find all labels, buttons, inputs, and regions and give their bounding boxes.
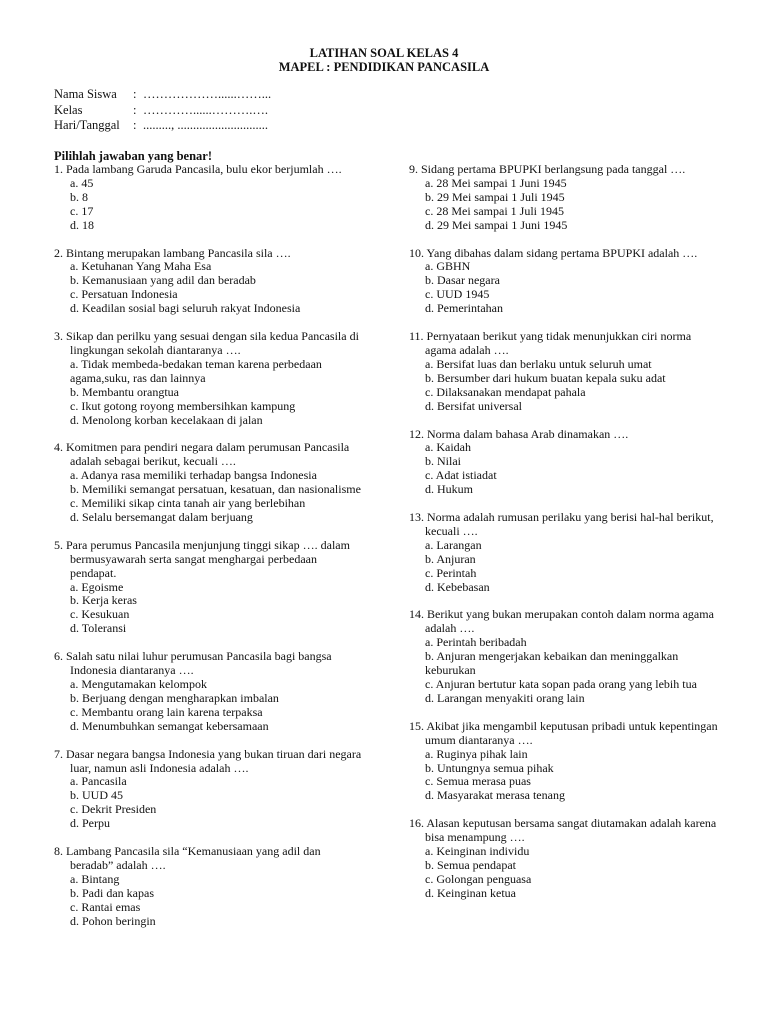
answer-options (54, 873, 364, 929)
question-item (409, 511, 719, 594)
identity-row-class (54, 103, 271, 119)
answer-option: d. Selalu bersemangat dalam berjuang (70, 509, 253, 524)
answer-option: d. Pohon beringin (70, 913, 156, 928)
question-text: 10. Yang dibahas dalam sidang pertama BPUPKI adalah …. (409, 245, 698, 260)
worksheet-title: LATIHAN SOAL KELAS 4 (309, 46, 459, 60)
identity-colon: : (133, 102, 137, 117)
question-text: 11. Pernyataan berikut yang tidak menunjukkan ciri norma agama adalah …. (409, 329, 692, 357)
answer-option: d. 29 Mei sampai 1 Juni 1945 (425, 217, 568, 232)
question-item (409, 428, 719, 498)
answer-option: c. Dekrit Presiden (70, 802, 157, 817)
answer-option: c. 28 Mei sampai 1 Juli 1945 (425, 203, 564, 218)
answer-option: c. Kesukuan (70, 607, 130, 622)
answer-option: a. 28 Mei sampai 1 Juni 1945 (425, 175, 567, 190)
answer-option: d. Masyarakat merasa tenang (425, 788, 565, 803)
answer-options (54, 358, 364, 428)
identity-label: Hari/Tanggal (54, 118, 120, 132)
student-identity-block (54, 87, 271, 134)
question-text: 8. Lambang Pancasila sila “Kemanusiaan yang adil dan beradab” adalah …. (54, 844, 321, 872)
answer-option: d. Keinginan ketua (425, 885, 516, 900)
answer-options (409, 177, 719, 233)
identity-row-date (54, 118, 271, 134)
answer-option: d. Keadilan sosial bagi seluruh rakyat Indonesia (70, 301, 301, 316)
answer-option: c. Adat istiadat (425, 468, 497, 483)
answer-option: b. Kerja keras (70, 593, 137, 608)
answer-option: d. Kebebasan (425, 579, 490, 594)
answer-option: a. Larangan (425, 537, 482, 552)
question-text: 16. Alasan keputusan bersama sangat diutamakan adalah karena bisa menampung …. (409, 816, 717, 845)
answer-option: b. Membantu orangtua (70, 384, 179, 399)
instruction-text: Pilihlah jawaban yang benar! (54, 149, 213, 163)
answer-options (54, 581, 364, 637)
answer-option: a. Adanya rasa memiliki terhadap bangsa Indonesia (70, 468, 317, 483)
question-text: 13. Norma adalah rumusan perilaku yang berisi hal-hal berikut, kecuali …. (409, 510, 714, 538)
answer-option: a. Kaidah (425, 440, 471, 455)
question-item (409, 330, 719, 413)
question-text: 9. Sidang pertama BPUPKI berlangsung pada tanggal …. (409, 162, 686, 176)
question-text: 15. Akibat jika mengambil keputusan pribadi untuk kepentingan umum diantaranya …. (409, 718, 718, 747)
identity-row-name (54, 87, 271, 103)
identity-blank: …………......……….…. (143, 102, 268, 117)
answer-option: a. Perintah beribadah (425, 635, 527, 650)
answer-options (409, 441, 719, 497)
identity-colon: : (133, 87, 137, 101)
question-item (54, 650, 364, 733)
question-item (54, 845, 364, 928)
answer-option: c. Memiliki sikap cinta tanah air yang berlebihan (70, 496, 306, 511)
identity-colon: : (133, 118, 137, 132)
answer-option: c. Ikut gotong royong membersihkan kampung (70, 398, 296, 413)
answer-option: a. Bersifat luas dan berlaku untuk seluruh umat (425, 356, 652, 371)
identity-label: Kelas (54, 102, 83, 117)
answer-option: c. Golongan penguasa (425, 871, 532, 886)
answer-option: b. Anjuran mengerjakan kebaikan dan meninggalkan keburukan (425, 649, 679, 678)
answer-options (409, 636, 719, 706)
answer-options (54, 260, 364, 316)
answer-option: b. Berjuang dengan mengharapkan imbalan (70, 690, 279, 705)
question-text: 12. Norma dalam bahasa Arab dinamakan …. (409, 426, 629, 441)
answer-option: d. Pemerintahan (425, 301, 503, 316)
answer-options (54, 177, 364, 233)
identity-label: Nama Siswa (54, 87, 117, 101)
answer-options (54, 678, 364, 734)
question-item (54, 163, 364, 233)
answer-option: b. Untungnya semua pihak (425, 760, 554, 775)
answer-option: c. Rantai emas (70, 899, 141, 914)
answer-option: d. Menolong korban kecelakaan di jalan (70, 412, 263, 427)
subject-title: MAPEL : PENDIDIKAN PANCASILA (278, 60, 490, 74)
questions-column-right (409, 163, 719, 915)
answer-option: c. Membantu orang lain karena terpaksa (70, 704, 263, 719)
answer-option: d. 18 (70, 217, 94, 232)
answer-option: d. Larangan menyakiti orang lain (425, 690, 585, 705)
question-item (54, 330, 364, 427)
answer-options (409, 845, 719, 901)
answer-option: b. Dasar negara (425, 273, 500, 288)
answer-options (409, 358, 719, 414)
answer-option: a. Ketuhanan Yang Maha Esa (70, 259, 212, 274)
answer-option: d. Toleransi (70, 621, 127, 636)
answer-option: c. 17 (70, 203, 94, 218)
question-text: 2. Bintang merupakan lambang Pancasila sila …. (54, 245, 291, 260)
question-text: 4. Komitmen para pendiri negara dalam perumusan Pancasila adalah sebagai berikut, kecuali …. (54, 440, 350, 469)
answer-option: a. GBHN (425, 259, 471, 274)
answer-option: c. Persatuan Indonesia (70, 287, 178, 302)
answer-option: b. Anjuran (425, 551, 476, 566)
answer-option: c. Anjuran bertutur kata sopan pada orang yang lebih tua (425, 677, 697, 691)
question-text: 3. Sikap dan perilku yang sesuai dengan sila kedua Pancasila di lingkungan sekolah diantaranya …. (54, 329, 359, 357)
answer-option: b. Nilai (425, 454, 461, 469)
question-item (54, 247, 364, 317)
answer-option: b. 29 Mei sampai 1 Juli 1945 (425, 189, 565, 204)
answer-option: a. Egoisme (70, 579, 124, 594)
question-text: 5. Para perumus Pancasila menjunjung tinggi sikap …. dalam bermusyawarah serta sangat menghargai perbedaan pendapat. (54, 537, 350, 580)
answer-option: c. Dilaksanakan mendapat pahala (425, 384, 586, 399)
answer-option: a. Mengutamakan kelompok (70, 677, 207, 691)
identity-blank: ………………......……... (143, 87, 272, 101)
answer-option: c. Semua merasa puas (425, 774, 531, 789)
answer-option: b. Bersumber dari hukum buatan kepala suku adat (425, 370, 666, 385)
answer-option: a. Tidak membeda-bedakan teman karena perbedaan agama,suku, ras dan lainnya (70, 356, 322, 385)
answer-option: a. Bintang (70, 871, 120, 886)
answer-option: b. 8 (70, 189, 88, 204)
question-item (54, 441, 364, 524)
answer-option: d. Perpu (70, 816, 110, 831)
answer-options (54, 469, 364, 525)
answer-options (409, 748, 719, 804)
answer-option: a. Keinginan individu (425, 844, 530, 859)
identity-blank: ........., ............................. (143, 118, 268, 132)
answer-option: b. UUD 45 (70, 788, 123, 803)
answer-option: a. 45 (70, 175, 94, 190)
question-item (54, 748, 364, 831)
question-item (54, 539, 364, 636)
answer-option: b. Kemanusiaan yang adil dan beradab (70, 273, 256, 288)
answer-option: c. Perintah (425, 565, 477, 580)
question-text: 7. Dasar negara bangsa Indonesia yang bukan tiruan dari negara luar, namun asli Indonesia adalah …. (54, 746, 362, 775)
answer-option: a. Pancasila (70, 774, 127, 789)
question-item (409, 247, 719, 317)
question-text: 6. Salah satu nilai luhur perumusan Pancasila bagi bangsa Indonesia diantaranya …. (54, 649, 332, 678)
answer-option: d. Bersifat universal (425, 398, 522, 413)
questions-column-left (54, 163, 364, 943)
answer-option: d. Menumbuhkan semangat kebersamaan (70, 718, 269, 733)
question-item (409, 817, 719, 900)
answer-option: d. Hukum (425, 482, 473, 497)
answer-options (54, 775, 364, 831)
answer-options (409, 260, 719, 316)
question-item (409, 163, 719, 233)
question-text: 14. Berikut yang bukan merupakan contoh dalam norma agama adalah …. (409, 607, 714, 636)
answer-option: b. Semua pendapat (425, 857, 516, 872)
answer-option: b. Memiliki semangat persatuan, kesatuan, dan nasionalisme (70, 482, 361, 497)
answer-option: a. Ruginya pihak lain (425, 746, 528, 761)
question-item (409, 720, 719, 803)
answer-option: b. Padi dan kapas (70, 885, 154, 900)
answer-options (409, 539, 719, 595)
answer-option: c. UUD 1945 (425, 287, 490, 302)
question-text: 1. Pada lambang Garuda Pancasila, bulu ekor berjumlah …. (54, 162, 342, 176)
question-item (409, 608, 719, 705)
